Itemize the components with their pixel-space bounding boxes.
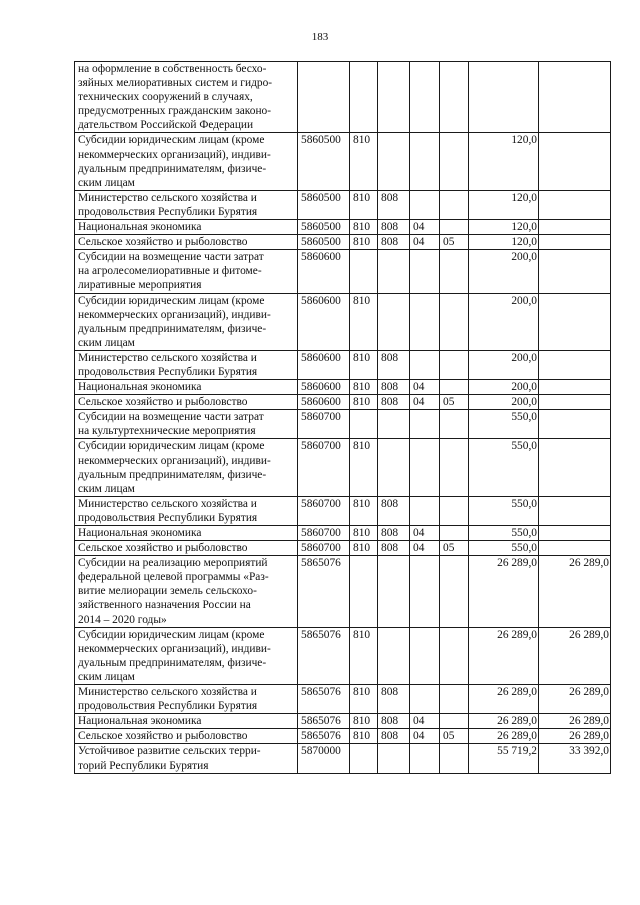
item-name-line: продовольствия Республики Бурятия	[78, 365, 258, 378]
amount-total-cell: 120,0	[469, 133, 539, 190]
item-name-line: Субсидии на реализацию мероприятий	[78, 557, 268, 570]
table-row	[75, 380, 611, 395]
item-name-line: витие мелиорации земель сельскохо-	[78, 585, 257, 598]
item-name-line: Субсидии юридическим лицам (кроме	[78, 294, 265, 307]
section-code-cell: 04	[410, 729, 440, 744]
amount-federal-cell	[539, 190, 611, 219]
subsection-code-cell	[440, 62, 469, 133]
table-row	[75, 685, 611, 714]
item-name-line: Министерство сельского хозяйства и	[78, 351, 257, 364]
subsection-code-cell: 05	[440, 729, 469, 744]
item-name-cell	[75, 541, 298, 556]
section-code-cell	[410, 62, 440, 133]
item-name-cell	[75, 410, 298, 439]
target-article-code-cell: 5870000	[298, 744, 350, 773]
section-code-cell	[410, 556, 440, 627]
subsection-code-cell	[440, 556, 469, 627]
expense-type-code-cell: 810	[350, 627, 378, 684]
section-code-cell	[410, 350, 440, 379]
ministry-code-cell	[378, 250, 410, 293]
target-article-code-cell: 5860500	[298, 235, 350, 250]
amount-federal-cell: 26 289,0	[539, 685, 611, 714]
item-name-cell	[75, 293, 298, 350]
subsection-code-cell: 05	[440, 395, 469, 410]
section-code-cell	[410, 410, 440, 439]
ministry-code-cell: 808	[378, 496, 410, 525]
amount-total-cell: 26 289,0	[469, 685, 539, 714]
item-name-cell	[75, 685, 298, 714]
target-article-code-cell: 5865076	[298, 685, 350, 714]
item-name-line: Национальная экономика	[78, 527, 202, 539]
section-code-cell: 04	[410, 220, 440, 235]
item-name-line: технических сооружений в случаях,	[78, 91, 253, 104]
table-row	[75, 62, 611, 133]
amount-federal-cell: 26 289,0	[539, 714, 611, 729]
table-row	[75, 250, 611, 293]
item-name-line: на культуртехнические мероприятия	[78, 425, 256, 438]
ministry-code-cell: 808	[378, 220, 410, 235]
item-name-line: Субсидии юридическим лицам (кроме	[78, 440, 265, 453]
item-name-cell	[75, 350, 298, 379]
section-code-cell	[410, 250, 440, 293]
expense-type-code-cell: 810	[350, 685, 378, 714]
subsection-code-cell	[440, 744, 469, 773]
expense-type-code-cell: 810	[350, 350, 378, 379]
amount-total-cell: 26 289,0	[469, 729, 539, 744]
subsection-code-cell	[440, 685, 469, 714]
expense-type-code-cell: 810	[350, 380, 378, 395]
item-name-line: Сельское хозяйство и рыболовство	[78, 542, 248, 555]
table-row	[75, 627, 611, 684]
target-article-code-cell: 5860600	[298, 350, 350, 379]
table-row	[75, 729, 611, 744]
expense-type-code-cell: 810	[350, 714, 378, 729]
amount-total-cell: 200,0	[469, 380, 539, 395]
amount-federal-cell	[539, 496, 611, 525]
ministry-code-cell	[378, 62, 410, 133]
amount-federal-cell: 33 392,0	[539, 744, 611, 773]
item-name-line: Сельское хозяйство и рыболовство	[78, 236, 248, 249]
amount-total-cell: 550,0	[469, 496, 539, 525]
item-name-line: ским лицам	[78, 336, 135, 349]
ministry-code-cell: 808	[378, 685, 410, 714]
item-name-line: некоммерческих организаций), индиви-	[78, 642, 271, 655]
subsection-code-cell	[440, 190, 469, 219]
target-article-code-cell: 5860700	[298, 496, 350, 525]
item-name-cell	[75, 133, 298, 190]
item-name-line: федеральной целевой программы «Раз-	[78, 571, 269, 584]
item-name-cell	[75, 250, 298, 293]
ministry-code-cell: 808	[378, 190, 410, 219]
item-name-cell	[75, 744, 298, 773]
amount-federal-cell	[539, 250, 611, 293]
expense-type-code-cell: 810	[350, 496, 378, 525]
table-row	[75, 439, 611, 496]
section-code-cell: 04	[410, 714, 440, 729]
item-name-line: ским лицам	[78, 670, 135, 683]
expense-type-code-cell	[350, 744, 378, 773]
ministry-code-cell: 808	[378, 526, 410, 541]
item-name-line: на агролесомелиоративные и фитоме-	[78, 265, 262, 278]
expense-type-code-cell: 810	[350, 541, 378, 556]
expense-type-code-cell	[350, 250, 378, 293]
item-name-line: Субсидии юридическим лицам (кроме	[78, 628, 265, 641]
ministry-code-cell: 808	[378, 714, 410, 729]
amount-total-cell: 26 289,0	[469, 556, 539, 627]
item-name-line: зяйственного назначения России на	[78, 599, 251, 612]
target-article-code-cell: 5860600	[298, 395, 350, 410]
amount-federal-cell	[539, 541, 611, 556]
amount-federal-cell	[539, 133, 611, 190]
target-article-code-cell: 5860600	[298, 250, 350, 293]
target-article-code-cell: 5865076	[298, 556, 350, 627]
section-code-cell	[410, 190, 440, 219]
target-article-code-cell	[298, 62, 350, 133]
item-name-line: дательством Российской Федерации	[78, 119, 254, 132]
expense-type-code-cell: 810	[350, 235, 378, 250]
expense-type-code-cell	[350, 556, 378, 627]
page-number: 183	[311, 31, 329, 43]
item-name-cell	[75, 235, 298, 250]
ministry-code-cell: 808	[378, 350, 410, 379]
item-name-line: Сельское хозяйство и рыболовство	[78, 396, 248, 409]
ministry-code-cell	[378, 410, 410, 439]
ministry-code-cell	[378, 133, 410, 190]
table-row	[75, 410, 611, 439]
item-name-cell	[75, 714, 298, 729]
table-row	[75, 496, 611, 525]
amount-federal-cell	[539, 380, 611, 395]
section-code-cell	[410, 627, 440, 684]
subsection-code-cell	[440, 350, 469, 379]
subsection-code-cell	[440, 410, 469, 439]
subsection-code-cell	[440, 526, 469, 541]
section-code-cell: 04	[410, 395, 440, 410]
item-name-line: некоммерческих организаций), индиви-	[78, 308, 271, 321]
item-name-cell	[75, 439, 298, 496]
expense-type-code-cell: 810	[350, 133, 378, 190]
subsection-code-cell	[440, 293, 469, 350]
table-row	[75, 395, 611, 410]
item-name-cell	[75, 556, 298, 627]
item-name-line: зяйных мелиоративных систем и гидро-	[78, 77, 273, 90]
item-name-line: Сельское хозяйство и рыболовство	[78, 730, 248, 743]
expense-type-code-cell	[350, 62, 378, 133]
section-code-cell	[410, 496, 440, 525]
section-code-cell	[410, 133, 440, 190]
target-article-code-cell: 5860700	[298, 439, 350, 496]
amount-total-cell: 55 719,2	[469, 744, 539, 773]
target-article-code-cell: 5860600	[298, 293, 350, 350]
subsection-code-cell	[440, 133, 469, 190]
section-code-cell	[410, 685, 440, 714]
section-code-cell	[410, 744, 440, 773]
ministry-code-cell: 808	[378, 235, 410, 250]
item-name-line: Министерство сельского хозяйства и	[78, 686, 257, 699]
table-row	[75, 293, 611, 350]
amount-total-cell: 200,0	[469, 395, 539, 410]
section-code-cell: 04	[410, 235, 440, 250]
amount-total-cell: 120,0	[469, 190, 539, 219]
target-article-code-cell: 5860700	[298, 541, 350, 556]
item-name-line: ским лицам	[78, 482, 135, 495]
ministry-code-cell	[378, 627, 410, 684]
expense-type-code-cell: 810	[350, 395, 378, 410]
table-row	[75, 133, 611, 190]
amount-total-cell: 550,0	[469, 439, 539, 496]
item-name-line: дуальным предпринимателям, физиче-	[78, 656, 267, 669]
item-name-line: Субсидии на возмещение части затрат	[78, 251, 264, 264]
item-name-line: продовольствия Республики Бурятия	[78, 511, 258, 524]
item-name-line: ским лицам	[78, 176, 135, 189]
expense-type-code-cell: 810	[350, 190, 378, 219]
amount-total-cell: 120,0	[469, 220, 539, 235]
amount-federal-cell	[539, 439, 611, 496]
target-article-code-cell: 5860500	[298, 220, 350, 235]
amount-total-cell: 200,0	[469, 350, 539, 379]
item-name-cell	[75, 62, 298, 133]
ministry-code-cell	[378, 556, 410, 627]
target-article-code-cell: 5860500	[298, 190, 350, 219]
amount-total-cell: 120,0	[469, 235, 539, 250]
item-name-line: дуальным предпринимателям, физиче-	[78, 468, 267, 481]
subsection-code-cell: 05	[440, 541, 469, 556]
amount-federal-cell	[539, 293, 611, 350]
subsection-code-cell	[440, 220, 469, 235]
table-row	[75, 190, 611, 219]
table-row	[75, 744, 611, 773]
subsection-code-cell	[440, 496, 469, 525]
section-code-cell: 04	[410, 526, 440, 541]
item-name-line: Устойчивое развитие сельских терри-	[78, 745, 261, 758]
ministry-code-cell	[378, 293, 410, 350]
item-name-line: предусмотренных гражданским законо-	[78, 105, 272, 118]
item-name-line: продовольствия Республики Бурятия	[78, 700, 258, 713]
amount-federal-cell	[539, 350, 611, 379]
subsection-code-cell: 05	[440, 235, 469, 250]
amount-federal-cell	[539, 410, 611, 439]
subsection-code-cell	[440, 627, 469, 684]
expense-type-code-cell: 810	[350, 293, 378, 350]
table-row	[75, 556, 611, 627]
section-code-cell	[410, 439, 440, 496]
section-code-cell: 04	[410, 541, 440, 556]
ministry-code-cell	[378, 439, 410, 496]
subsection-code-cell	[440, 714, 469, 729]
item-name-line: Национальная экономика	[78, 221, 202, 234]
target-article-code-cell: 5860700	[298, 410, 350, 439]
target-article-code-cell: 5860600	[298, 380, 350, 395]
table-row	[75, 526, 611, 541]
amount-federal-cell	[539, 62, 611, 133]
ministry-code-cell: 808	[378, 380, 410, 395]
expense-type-code-cell	[350, 410, 378, 439]
item-name-cell	[75, 395, 298, 410]
item-name-line: некоммерческих организаций), индиви-	[78, 148, 271, 161]
item-name-line: продовольствия Республики Бурятия	[78, 205, 258, 218]
target-article-code-cell: 5865076	[298, 729, 350, 744]
amount-total-cell: 550,0	[469, 410, 539, 439]
item-name-line: Субсидии юридическим лицам (кроме	[78, 134, 265, 147]
ministry-code-cell	[378, 744, 410, 773]
amount-total-cell: 200,0	[469, 293, 539, 350]
item-name-line: 2014 – 2020 годы»	[78, 613, 167, 626]
target-article-code-cell: 5860700	[298, 526, 350, 541]
amount-federal-cell: 26 289,0	[539, 556, 611, 627]
budget-table	[74, 61, 611, 774]
subsection-code-cell	[440, 439, 469, 496]
ministry-code-cell: 808	[378, 729, 410, 744]
amount-total-cell: 26 289,0	[469, 714, 539, 729]
item-name-line: торий Республики Бурятия	[78, 759, 209, 772]
item-name-cell	[75, 627, 298, 684]
ministry-code-cell: 808	[378, 541, 410, 556]
item-name-cell	[75, 220, 298, 235]
amount-total-cell: 550,0	[469, 541, 539, 556]
target-article-code-cell: 5860500	[298, 133, 350, 190]
expense-type-code-cell: 810	[350, 729, 378, 744]
item-name-line: Министерство сельского хозяйства и	[78, 191, 257, 204]
item-name-cell	[75, 729, 298, 744]
amount-total-cell: 26 289,0	[469, 627, 539, 684]
item-name-line: Субсидии на возмещение части затрат	[78, 411, 264, 424]
amount-federal-cell	[539, 395, 611, 410]
target-article-code-cell: 5865076	[298, 714, 350, 729]
target-article-code-cell: 5865076	[298, 627, 350, 684]
item-name-line: Национальная экономика	[78, 381, 202, 394]
subsection-code-cell	[440, 380, 469, 395]
amount-federal-cell: 26 289,0	[539, 729, 611, 744]
table-row	[75, 714, 611, 729]
amount-total-cell: 200,0	[469, 250, 539, 293]
amount-federal-cell	[539, 220, 611, 235]
item-name-cell	[75, 380, 298, 395]
amount-federal-cell: 26 289,0	[539, 627, 611, 684]
item-name-cell	[75, 496, 298, 525]
ministry-code-cell: 808	[378, 395, 410, 410]
item-name-line: дуальным предпринимателям, физиче-	[78, 162, 267, 175]
item-name-line: Министерство сельского хозяйства и	[78, 497, 257, 510]
amount-total-cell	[469, 62, 539, 133]
item-name-cell	[75, 526, 298, 541]
expense-type-code-cell: 810	[350, 526, 378, 541]
section-code-cell	[410, 293, 440, 350]
item-name-cell	[75, 190, 298, 219]
section-code-cell: 04	[410, 380, 440, 395]
expense-type-code-cell: 810	[350, 220, 378, 235]
table-row	[75, 350, 611, 379]
table-row	[75, 220, 611, 235]
table-row	[75, 235, 611, 250]
amount-federal-cell	[539, 235, 611, 250]
subsection-code-cell	[440, 250, 469, 293]
item-name-line: лиративные мероприятия	[78, 279, 202, 292]
item-name-line: Национальная экономика	[78, 715, 202, 728]
item-name-line: дуальным предпринимателям, физиче-	[78, 322, 267, 335]
amount-total-cell: 550,0	[469, 526, 539, 541]
item-name-line: на оформление в собственность бесхо-	[78, 63, 267, 75]
table-body	[75, 62, 611, 774]
expense-type-code-cell: 810	[350, 439, 378, 496]
amount-federal-cell	[539, 526, 611, 541]
item-name-line: некоммерческих организаций), индиви-	[78, 454, 271, 467]
table-row	[75, 541, 611, 556]
